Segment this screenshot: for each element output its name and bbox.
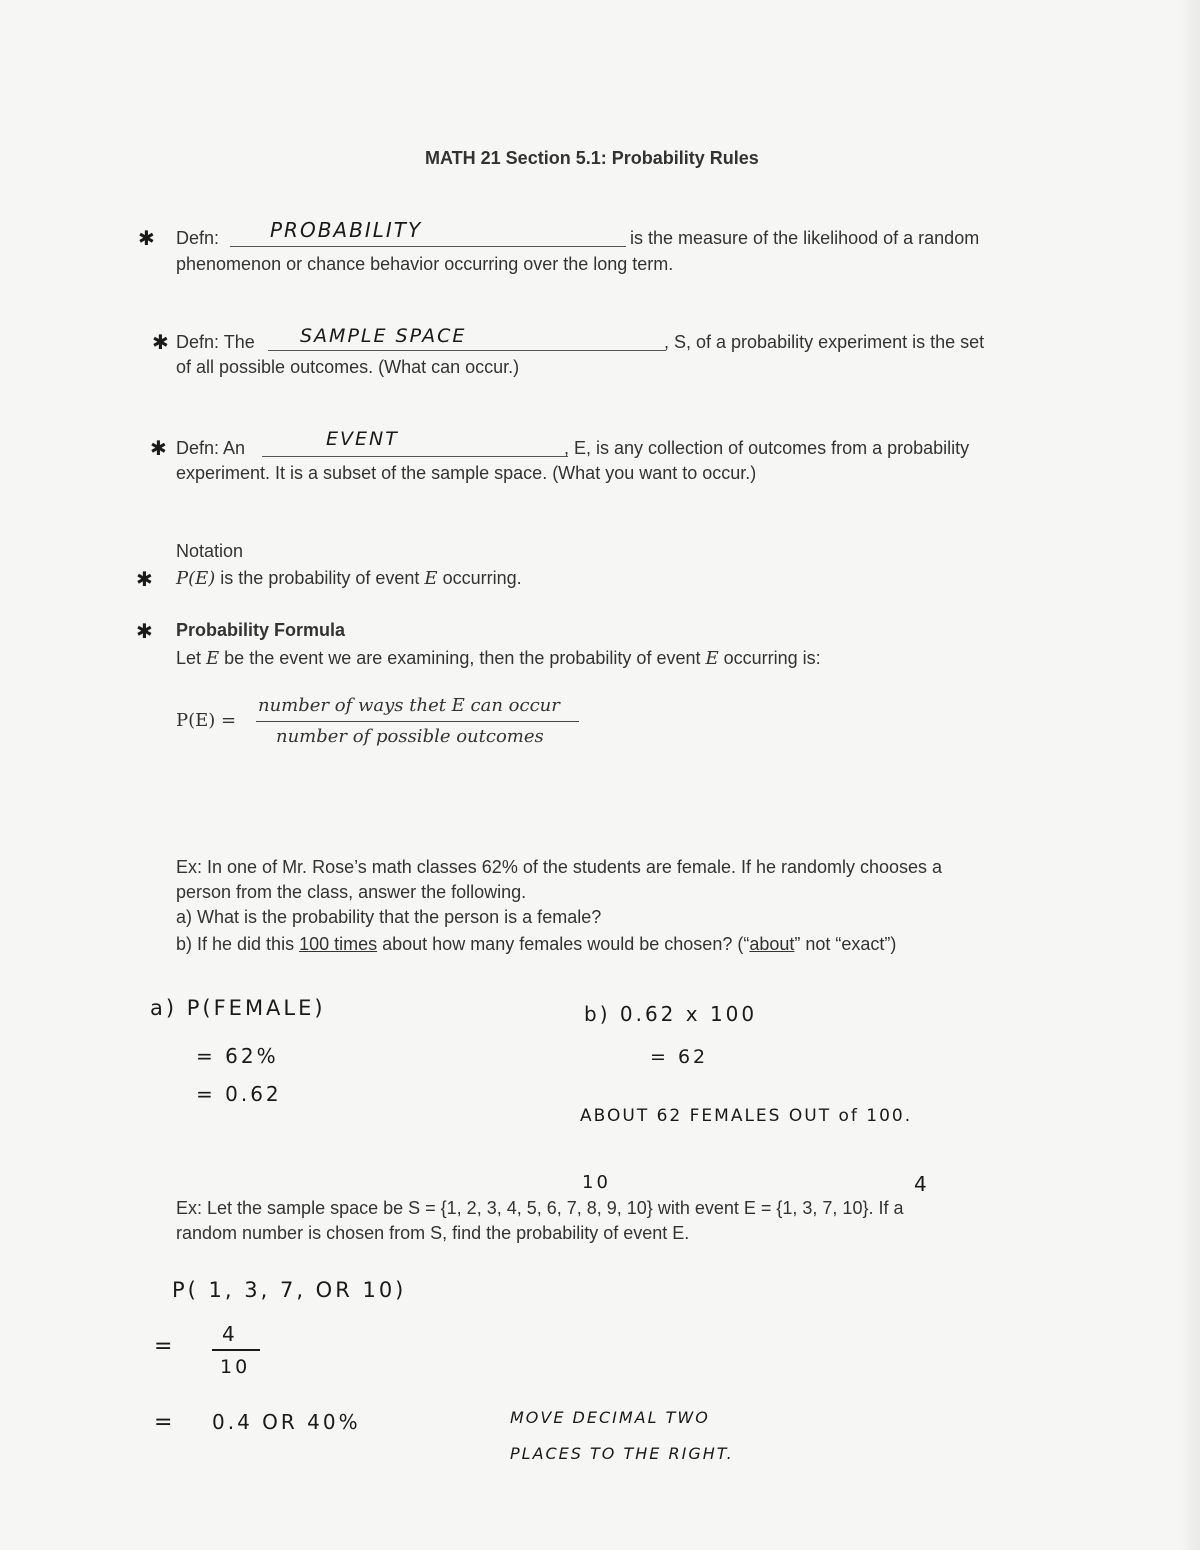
- formula-intro-c: occurring is:: [718, 648, 821, 668]
- star-icon: ✱: [150, 436, 167, 460]
- work1-conclusion: ABOUT 62 FEMALES OUT of 100.: [580, 1106, 913, 1126]
- work2-eq2: =: [154, 1410, 176, 1435]
- defn1-answer: PROBABILITY: [270, 218, 423, 242]
- defn1-text: is the measure of the likelihood of a random: [630, 228, 980, 248]
- defn3-blank: [262, 456, 568, 457]
- notation-heading: Notation: [176, 541, 244, 561]
- e-symbol: E: [206, 648, 220, 669]
- work2-eq1: =: [154, 1334, 176, 1359]
- example2-line1: Ex: Let the sample space be S = {1, 2, 3, 4, 5, 6, 7, 8, 9, 10} with event E = {1, 3, 7, 10}. If a: [176, 1198, 904, 1218]
- notation-line: [176, 568, 522, 589]
- work1-a-head: a) P(FEMALE): [150, 996, 326, 1020]
- example1-line3: a) What is the probability that the person is a female?: [176, 907, 602, 927]
- work1-b-head: b) 0.62 x 100: [584, 1002, 758, 1026]
- example2-line2: random number is chosen from S, find the probability of event E.: [176, 1223, 690, 1243]
- work2-note1: MOVE DECIMAL TWO: [510, 1408, 710, 1427]
- example1-line2: person from the class, answer the following.: [176, 882, 527, 902]
- page-title: MATH 21 Section 5.1: Probability Rules: [425, 148, 759, 168]
- work2-head: P( 1, 3, 7, OR 10): [172, 1278, 407, 1302]
- underlined-about: about: [749, 934, 795, 954]
- work2-fraction-bar: [212, 1349, 260, 1351]
- formula-intro-b: be the event we are examining, then the probability of event: [219, 648, 706, 668]
- work2-note2: PLACES TO THE RIGHT.: [510, 1444, 734, 1463]
- defn2-label: Defn: The: [176, 332, 255, 352]
- work1-a-line2: = 62%: [196, 1044, 279, 1068]
- defn3-line2: experiment. It is a subset of the sample space. (What you want to occur.): [176, 463, 757, 483]
- defn2-answer: SAMPLE SPACE: [300, 325, 467, 347]
- work2-num: 4: [222, 1322, 238, 1346]
- pe-symbol: P(E): [176, 568, 216, 589]
- notation-tail: occurring.: [437, 568, 522, 588]
- work2-den: 10: [220, 1356, 251, 1378]
- work1-a-line3: = 0.62: [196, 1082, 282, 1106]
- underlined-100-times: 100 times: [299, 934, 378, 954]
- star-icon: ✱: [152, 330, 169, 354]
- star-icon: ✱: [136, 619, 153, 643]
- work2-result: 0.4 OR 40%: [212, 1410, 361, 1434]
- example1-line1: Ex: In one of Mr. Rose’s math classes 62% of the students are female. If he randomly chooses a: [176, 857, 943, 877]
- defn1-label: Defn:: [176, 228, 220, 248]
- formula-intro: [176, 648, 821, 669]
- defn3-answer: EVENT: [326, 428, 399, 450]
- formula-heading: Probability Formula: [176, 620, 346, 640]
- defn1-blank: [230, 246, 626, 247]
- formula-intro-a: Let: [176, 648, 207, 668]
- line4-a: b) If he did this: [176, 934, 300, 954]
- defn2-blank: [268, 350, 666, 351]
- example1-line4: [176, 934, 896, 955]
- star-icon: ✱: [138, 226, 155, 250]
- e-symbol: E: [705, 648, 719, 669]
- line4-c: ” not “exact”): [794, 934, 897, 954]
- notation-text: is the probability of event: [215, 568, 425, 588]
- e-symbol: E: [424, 568, 438, 589]
- formula-numerator: number of ways thet E can occur: [258, 695, 560, 716]
- defn2-text: , S, of a probability experiment is the set: [664, 332, 985, 352]
- defn3-text: , E, is any collection of outcomes from a probability: [564, 438, 970, 458]
- fraction-bar: [256, 721, 579, 722]
- annotation-four: 4: [914, 1172, 930, 1196]
- defn1-line2: phenomenon or chance behavior occurring over the long term.: [176, 254, 674, 274]
- formula-denominator: number of possible outcomes: [276, 726, 544, 747]
- defn2-line2: of all possible outcomes. (What can occur.): [176, 357, 520, 377]
- annotation-ten: 10: [582, 1172, 611, 1193]
- line4-b: about how many females would be chosen? (“: [377, 934, 750, 954]
- work1-b-line2: = 62: [650, 1046, 709, 1068]
- formula-lhs: P(E) =: [176, 710, 237, 731]
- scan-shadow: [1178, 0, 1200, 1550]
- defn3-label: Defn: An: [176, 438, 246, 458]
- star-icon: ✱: [136, 567, 153, 591]
